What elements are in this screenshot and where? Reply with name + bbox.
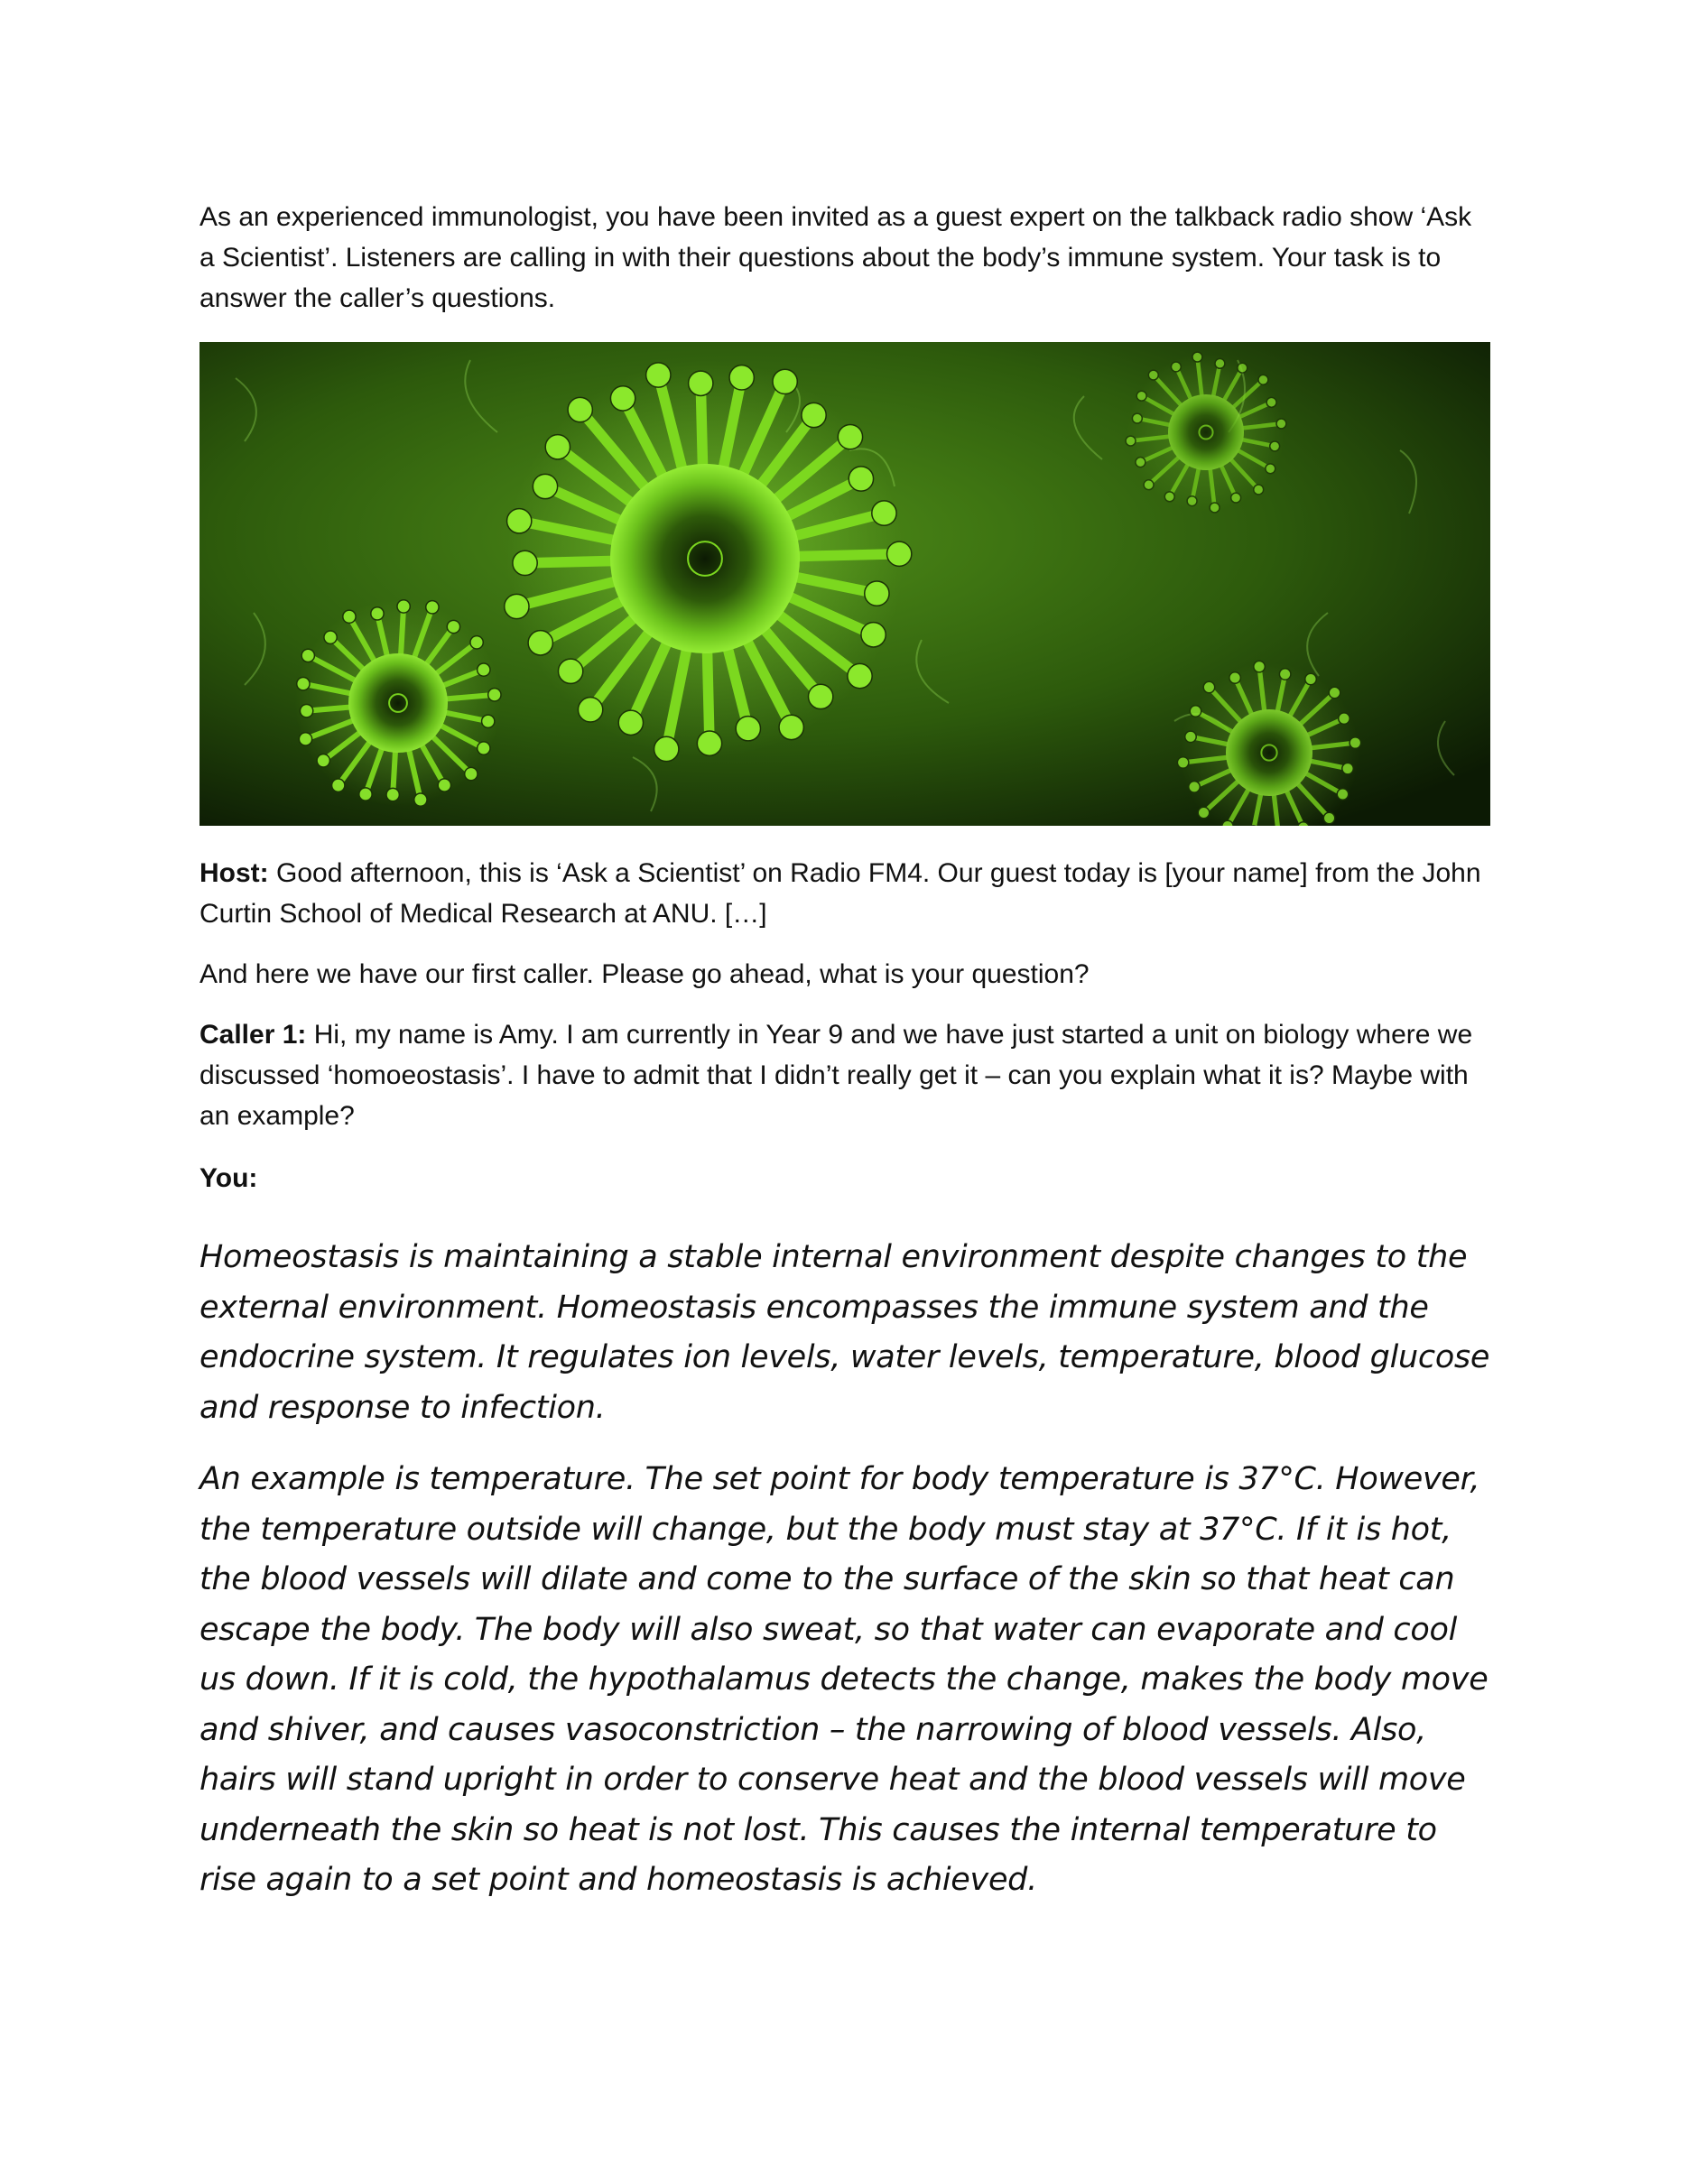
virus-image: [199, 342, 1490, 826]
host-text: Good afternoon, this is ‘Ask a Scientist’ on Radio FM4. Our guest today is [your name] from the John Curtin School of Medical Research at ANU. […]: [199, 858, 1481, 929]
host-line: [199, 853, 1490, 934]
you-label: You:: [199, 1163, 258, 1193]
host-label: Host:: [199, 858, 269, 888]
document-page: [199, 197, 1490, 1906]
answer-paragraph-1: Homeostasis is maintaining a stable internal environment despite changes to the external environment. Homeostasis encompasses the immune system and the endocrine system. It regulates ion levels, water levels, temperature, blood glucose and response to infection.: [199, 1239, 1490, 1426]
answer-paragraph-2: An example is temperature. The set point for body temperature is 37°C. However, the temperature outside will change, but the body must stay at 37°C. If it is hot, the blood vessels will dilate and come to the surface of the skin so that heat can escape the body. The body will also sweat, so that water can evaporate and cool us down. If it is cold, the hypothalamus detects the change, makes the body move and shiver, and causes vasoconstriction – the narrowing of blood vessels. Also, hairs will stand upright in order to conserve heat and the blood vessels will move underneath the skin so heat is not lost. This causes the internal temperature to rise again to a set point and homeostasis is achieved.: [199, 1461, 1489, 1898]
caller-line: [199, 1014, 1490, 1136]
caller-label: Caller 1:: [199, 1020, 307, 1050]
caller-prompt: And here we have our first caller. Please go ahead, what is your question?: [199, 959, 1090, 989]
intro-paragraph: As an experienced immunologist, you have been invited as a guest expert on the talkback radio show ‘Ask a Scientist’. Listeners are calling in with their questions about the body’s immune system. Your task is to answer the caller’s questions.: [199, 202, 1472, 313]
caller-text: Hi, my name is Amy. I am currently in Year 9 and we have just started a unit on biology where we discussed ‘homoeostasis’. I have to admit that I didn’t really get it – can you explain what it is? Maybe with an example?: [199, 1020, 1473, 1131]
